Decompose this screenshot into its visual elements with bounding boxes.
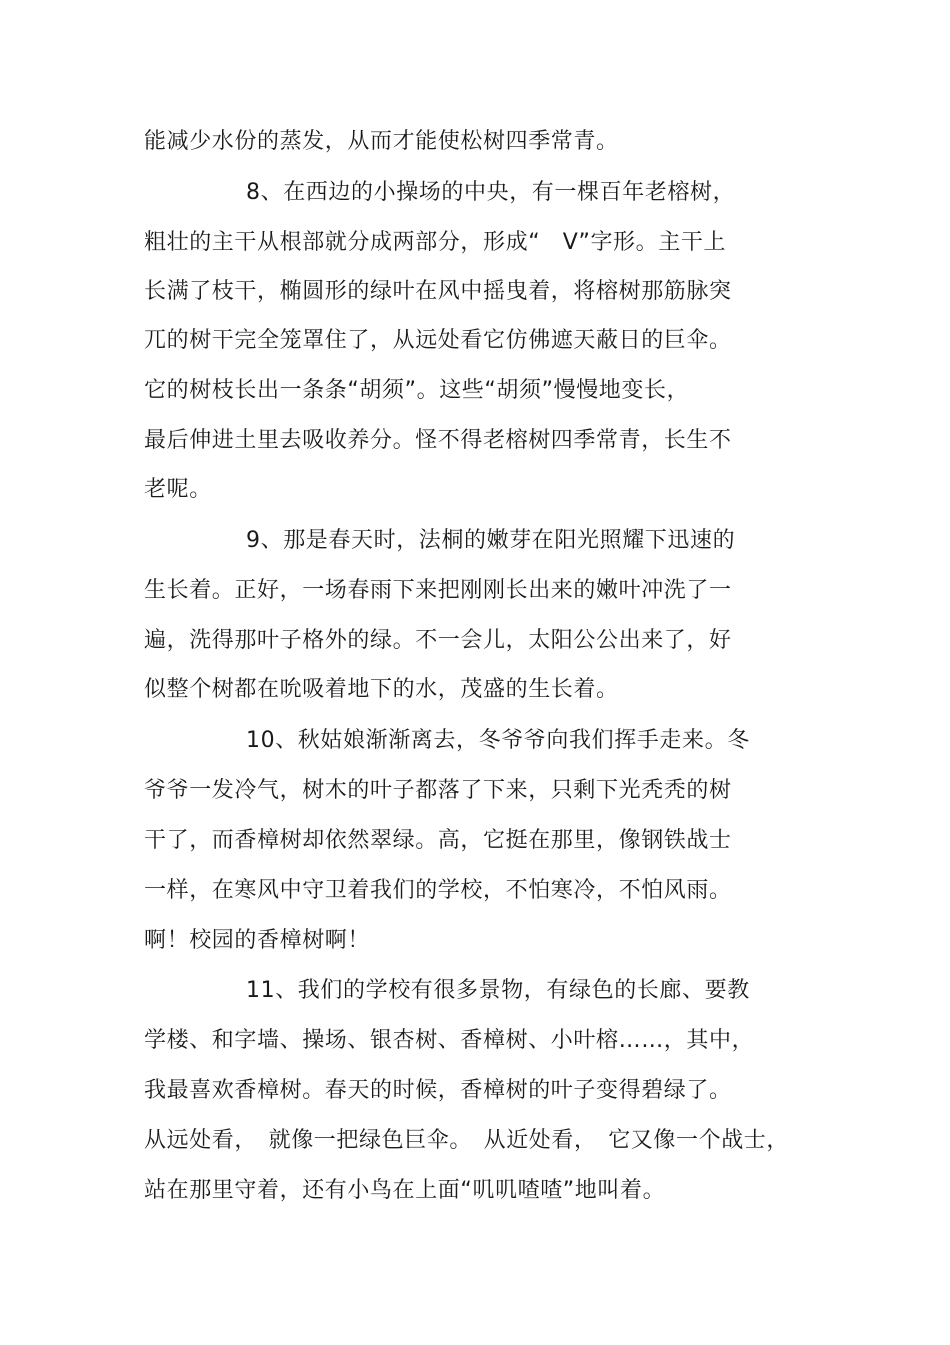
text-line: 它的树枝长出一条条“胡须”。这些“胡须”慢慢地变长， bbox=[144, 378, 690, 403]
text-line: 站在那里守着，还有小鸟在上面“叽叽喳喳”地叫着。 bbox=[144, 1178, 666, 1203]
text-line: 生长着。正好，一场春雨下来把刚刚长出来的嫩叶冲洗了一 bbox=[144, 578, 732, 603]
text-line: 从远处看， 就像一把绿色巨伞。 从近处看， 它又像一个战士， bbox=[144, 1128, 790, 1153]
paragraph-11-start: 11、我们的学校有很多景物，有绿色的长廊、要教 bbox=[246, 978, 750, 1003]
text-line: 学楼、和字墙、操场、银杏树、香樟树、小叶榕……，其中， bbox=[144, 1028, 755, 1053]
text-line: 长满了枝干，椭圆形的绿叶在风中摇曳着，将榕树那筋脉突 bbox=[144, 279, 732, 304]
text-line: 一样，在寒风中守卫着我们的学校，不怕寒冷，不怕风雨。 bbox=[144, 878, 732, 903]
paragraph-8-start: 8、在西边的小操场的中央，有一棵百年老榕树， bbox=[246, 180, 736, 205]
text-line: 兀的树干完全笼罩住了，从远处看它仿佛遮天蔽日的巨伞。 bbox=[144, 328, 732, 353]
text-line: 老呢。 bbox=[144, 477, 212, 502]
text-line: 最后伸进土里去吸收养分。怪不得老榕树四季常青，长生不 bbox=[144, 428, 732, 453]
text-line: 粗壮的主干从根部就分成两部分，形成“ V”字形。主干上 bbox=[144, 230, 727, 255]
text-line: 啊！校园的香樟树啊！ bbox=[144, 928, 371, 953]
text-line: 干了，而香樟树却依然翠绿。高，它挺在那里，像钢铁战士 bbox=[144, 828, 732, 853]
text-line: 爷爷一发冷气，树木的叶子都落了下来，只剩下光秃秃的树 bbox=[144, 778, 732, 803]
text-line: 遍，洗得那叶子格外的绿。不一会儿，太阳公公出来了，好 bbox=[144, 628, 732, 653]
text-line: 似整个树都在吮吸着地下的水，茂盛的生长着。 bbox=[144, 677, 619, 702]
paragraph-9-start: 9、那是春天时，法桐的嫩芽在阳光照耀下迅速的 bbox=[246, 528, 736, 553]
text-line: 我最喜欢香樟树。春天的时候，香樟树的叶子变得碧绿了。 bbox=[144, 1078, 732, 1103]
paragraph-10-start: 10、秋姑娘渐渐离去，冬爷爷向我们挥手走来。冬 bbox=[246, 728, 750, 753]
text-line: 能减少水份的蒸发，从而才能使松树四季常青。 bbox=[144, 129, 619, 154]
